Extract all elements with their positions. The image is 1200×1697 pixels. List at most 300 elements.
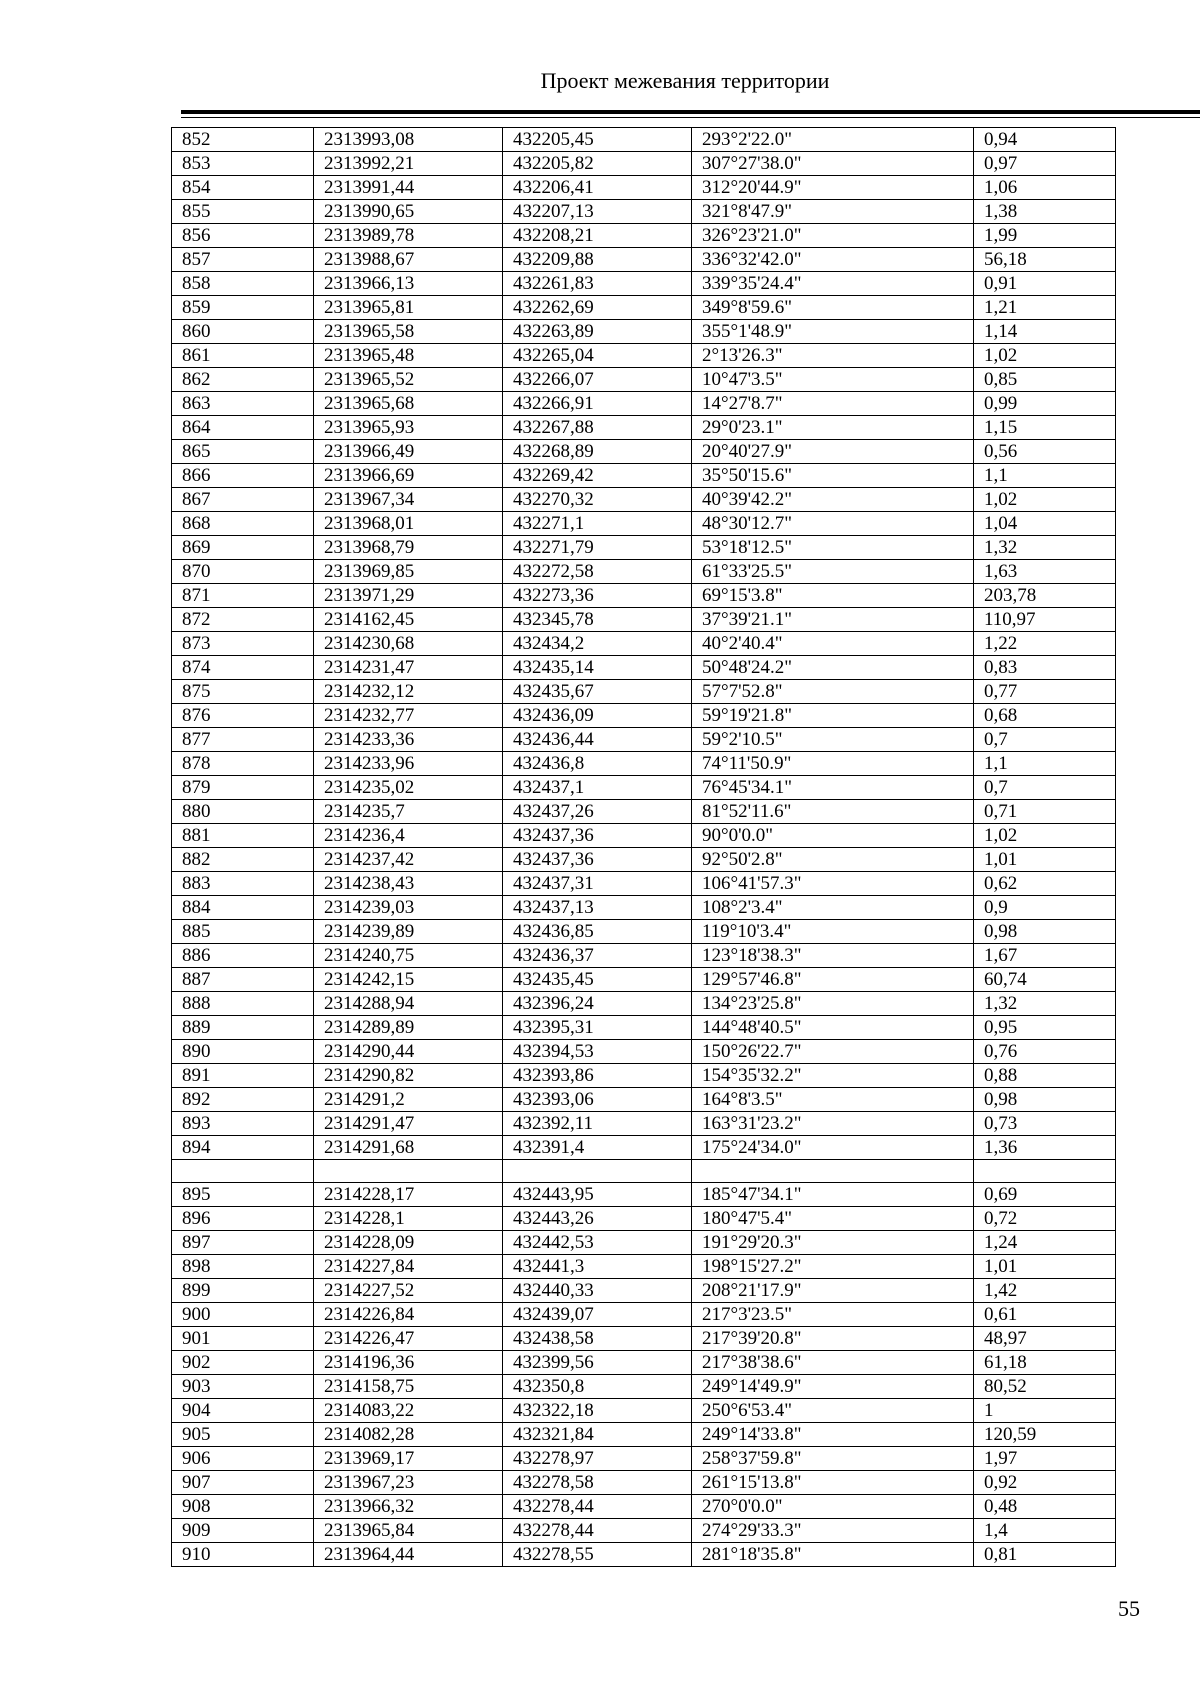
- bearing-angle-cell: 191°29'20.3": [692, 1231, 974, 1255]
- point-number-cell: 886: [172, 944, 314, 968]
- x-coordinate-cell: 2313969,85: [314, 560, 503, 584]
- table-row: [172, 1303, 1116, 1327]
- distance-cell: 1,36: [974, 1136, 1116, 1160]
- x-coordinate-cell: 2313965,48: [314, 344, 503, 368]
- distance-cell: 1,99: [974, 224, 1116, 248]
- table-row: [172, 1327, 1116, 1351]
- y-coordinate-cell: 432437,36: [503, 824, 692, 848]
- x-coordinate-cell: 2314290,44: [314, 1040, 503, 1064]
- table-row: [172, 1064, 1116, 1088]
- distance-cell: 1,01: [974, 1255, 1116, 1279]
- distance-cell: 203,78: [974, 584, 1116, 608]
- x-coordinate-cell: 2313988,67: [314, 248, 503, 272]
- distance-cell: 0,83: [974, 656, 1116, 680]
- table-row: [172, 704, 1116, 728]
- y-coordinate-cell: 432436,44: [503, 728, 692, 752]
- table-row: [172, 992, 1116, 1016]
- bearing-angle-cell: 40°39'42.2": [692, 488, 974, 512]
- point-number-cell: 900: [172, 1303, 314, 1327]
- point-number-cell: 888: [172, 992, 314, 1016]
- distance-cell: 120,59: [974, 1423, 1116, 1447]
- point-number-cell: 854: [172, 176, 314, 200]
- distance-cell: 0,69: [974, 1183, 1116, 1207]
- distance-cell: 1,38: [974, 200, 1116, 224]
- point-number-cell: 866: [172, 464, 314, 488]
- point-number-cell: 907: [172, 1471, 314, 1495]
- distance-cell: 1,1: [974, 752, 1116, 776]
- point-number-cell: 903: [172, 1375, 314, 1399]
- table-row: [172, 1207, 1116, 1231]
- bearing-angle-cell: 307°27'38.0": [692, 152, 974, 176]
- bearing-angle-cell: 198°15'27.2": [692, 1255, 974, 1279]
- x-coordinate-cell: 2313966,13: [314, 272, 503, 296]
- header-rule-thick: [181, 110, 1200, 114]
- distance-cell: 0,61: [974, 1303, 1116, 1327]
- table-row: [172, 608, 1116, 632]
- y-coordinate-cell: 432261,83: [503, 272, 692, 296]
- bearing-angle-cell: 61°33'25.5": [692, 560, 974, 584]
- point-number-cell: 892: [172, 1088, 314, 1112]
- table-row: [172, 800, 1116, 824]
- x-coordinate-cell: 2313965,52: [314, 368, 503, 392]
- x-coordinate-cell: 2314227,84: [314, 1255, 503, 1279]
- bearing-angle-cell: 270°0'0.0": [692, 1495, 974, 1519]
- table-row: [172, 536, 1116, 560]
- distance-cell: 1,14: [974, 320, 1116, 344]
- distance-cell: 1: [974, 1399, 1116, 1423]
- y-coordinate-cell: 432278,58: [503, 1471, 692, 1495]
- table-row: [172, 728, 1116, 752]
- distance-cell: 1,02: [974, 824, 1116, 848]
- point-number-cell: 902: [172, 1351, 314, 1375]
- bearing-angle-cell: 37°39'21.1": [692, 608, 974, 632]
- table-row: [172, 1160, 1116, 1183]
- point-number-cell: 881: [172, 824, 314, 848]
- distance-cell: 1,15: [974, 416, 1116, 440]
- y-coordinate-cell: 432399,56: [503, 1351, 692, 1375]
- table-row: [172, 440, 1116, 464]
- distance-cell: 0,77: [974, 680, 1116, 704]
- x-coordinate-cell: 2313967,23: [314, 1471, 503, 1495]
- bearing-angle-cell: 274°29'33.3": [692, 1519, 974, 1543]
- point-number-cell: 855: [172, 200, 314, 224]
- y-coordinate-cell: 432322,18: [503, 1399, 692, 1423]
- y-coordinate-cell: 432266,07: [503, 368, 692, 392]
- y-coordinate-cell: 432278,44: [503, 1495, 692, 1519]
- distance-cell: 0,94: [974, 128, 1116, 152]
- point-number-cell: 889: [172, 1016, 314, 1040]
- distance-cell: 48,97: [974, 1327, 1116, 1351]
- y-coordinate-cell: 432441,3: [503, 1255, 692, 1279]
- x-coordinate-cell: 2314240,75: [314, 944, 503, 968]
- x-coordinate-cell: [314, 1160, 503, 1183]
- table-row: [172, 464, 1116, 488]
- y-coordinate-cell: 432443,26: [503, 1207, 692, 1231]
- distance-cell: 110,97: [974, 608, 1116, 632]
- x-coordinate-cell: 2313993,08: [314, 128, 503, 152]
- table-row: [172, 368, 1116, 392]
- distance-cell: 1,01: [974, 848, 1116, 872]
- table-row: [172, 944, 1116, 968]
- table-row: [172, 1112, 1116, 1136]
- distance-cell: 0,85: [974, 368, 1116, 392]
- table-row: [172, 824, 1116, 848]
- bearing-angle-cell: 76°45'34.1": [692, 776, 974, 800]
- bearing-angle-cell: 154°35'32.2": [692, 1064, 974, 1088]
- table-row: [172, 200, 1116, 224]
- point-number-cell: 864: [172, 416, 314, 440]
- point-number-cell: 853: [172, 152, 314, 176]
- coordinates-table: [171, 127, 1116, 1567]
- bearing-angle-cell: 258°37'59.8": [692, 1447, 974, 1471]
- table-row: [172, 416, 1116, 440]
- y-coordinate-cell: 432395,31: [503, 1016, 692, 1040]
- y-coordinate-cell: 432271,79: [503, 536, 692, 560]
- y-coordinate-cell: 432267,88: [503, 416, 692, 440]
- x-coordinate-cell: 2314226,84: [314, 1303, 503, 1327]
- y-coordinate-cell: 432205,45: [503, 128, 692, 152]
- point-number-cell: 857: [172, 248, 314, 272]
- point-number-cell: 894: [172, 1136, 314, 1160]
- point-number-cell: 883: [172, 872, 314, 896]
- distance-cell: 1,32: [974, 992, 1116, 1016]
- y-coordinate-cell: [503, 1160, 692, 1183]
- point-number-cell: 880: [172, 800, 314, 824]
- x-coordinate-cell: 2313966,69: [314, 464, 503, 488]
- distance-cell: 0,98: [974, 920, 1116, 944]
- bearing-angle-cell: 312°20'44.9": [692, 176, 974, 200]
- header-rule-thin: [181, 117, 1200, 118]
- bearing-angle-cell: 185°47'34.1": [692, 1183, 974, 1207]
- y-coordinate-cell: 432436,37: [503, 944, 692, 968]
- bearing-angle-cell: 249°14'49.9": [692, 1375, 974, 1399]
- bearing-angle-cell: 119°10'3.4": [692, 920, 974, 944]
- page-number: 55: [1118, 1596, 1140, 1621]
- x-coordinate-cell: 2313964,44: [314, 1543, 503, 1567]
- distance-cell: 0,88: [974, 1064, 1116, 1088]
- point-number-cell: 878: [172, 752, 314, 776]
- y-coordinate-cell: 432209,88: [503, 248, 692, 272]
- x-coordinate-cell: 2314228,1: [314, 1207, 503, 1231]
- distance-cell: 1,63: [974, 560, 1116, 584]
- x-coordinate-cell: 2314291,68: [314, 1136, 503, 1160]
- point-number-cell: 863: [172, 392, 314, 416]
- table-row: [172, 920, 1116, 944]
- x-coordinate-cell: 2314232,77: [314, 704, 503, 728]
- x-coordinate-cell: 2314291,47: [314, 1112, 503, 1136]
- point-number-cell: 856: [172, 224, 314, 248]
- bearing-angle-cell: 217°39'20.8": [692, 1327, 974, 1351]
- point-number-cell: 852: [172, 128, 314, 152]
- y-coordinate-cell: 432437,13: [503, 896, 692, 920]
- bearing-angle-cell: 14°27'8.7": [692, 392, 974, 416]
- distance-cell: 0,68: [974, 704, 1116, 728]
- table-row: [172, 584, 1116, 608]
- x-coordinate-cell: 2314242,15: [314, 968, 503, 992]
- point-number-cell: 887: [172, 968, 314, 992]
- table-row: [172, 776, 1116, 800]
- bearing-angle-cell: 90°0'0.0": [692, 824, 974, 848]
- x-coordinate-cell: 2314162,45: [314, 608, 503, 632]
- distance-cell: 0,98: [974, 1088, 1116, 1112]
- table-row: [172, 1136, 1116, 1160]
- bearing-angle-cell: 57°7'52.8": [692, 680, 974, 704]
- distance-cell: 1,1: [974, 464, 1116, 488]
- point-number-cell: 906: [172, 1447, 314, 1471]
- table-row: [172, 488, 1116, 512]
- point-number-cell: 884: [172, 896, 314, 920]
- y-coordinate-cell: 432269,42: [503, 464, 692, 488]
- point-number-cell: 904: [172, 1399, 314, 1423]
- bearing-angle-cell: 249°14'33.8": [692, 1423, 974, 1447]
- bearing-angle-cell: 20°40'27.9": [692, 440, 974, 464]
- table-row: [172, 1016, 1116, 1040]
- x-coordinate-cell: 2314289,89: [314, 1016, 503, 1040]
- bearing-angle-cell: 2°13'26.3": [692, 344, 974, 368]
- x-coordinate-cell: 2313971,29: [314, 584, 503, 608]
- distance-cell: 1,02: [974, 344, 1116, 368]
- point-number-cell: 885: [172, 920, 314, 944]
- bearing-angle-cell: 40°2'40.4": [692, 632, 974, 656]
- table-row: [172, 224, 1116, 248]
- bearing-angle-cell: 29°0'23.1": [692, 416, 974, 440]
- y-coordinate-cell: 432321,84: [503, 1423, 692, 1447]
- y-coordinate-cell: 432268,89: [503, 440, 692, 464]
- y-coordinate-cell: 432350,8: [503, 1375, 692, 1399]
- table-row: [172, 680, 1116, 704]
- point-number-cell: 875: [172, 680, 314, 704]
- distance-cell: 1,21: [974, 296, 1116, 320]
- point-number-cell: 910: [172, 1543, 314, 1567]
- table-row: [172, 512, 1116, 536]
- point-number-cell: 897: [172, 1231, 314, 1255]
- y-coordinate-cell: 432205,82: [503, 152, 692, 176]
- y-coordinate-cell: 432394,53: [503, 1040, 692, 1064]
- table-row: [172, 1375, 1116, 1399]
- table-row: [172, 1088, 1116, 1112]
- y-coordinate-cell: 432270,32: [503, 488, 692, 512]
- table-row: [172, 1543, 1116, 1567]
- bearing-angle-cell: 326°23'21.0": [692, 224, 974, 248]
- bearing-angle-cell: 355°1'48.9": [692, 320, 974, 344]
- distance-cell: 0,7: [974, 728, 1116, 752]
- distance-cell: 61,18: [974, 1351, 1116, 1375]
- bearing-angle-cell: 293°2'22.0": [692, 128, 974, 152]
- point-number-cell: 876: [172, 704, 314, 728]
- point-number-cell: 899: [172, 1279, 314, 1303]
- point-number-cell: 874: [172, 656, 314, 680]
- table-row: [172, 152, 1116, 176]
- x-coordinate-cell: 2314226,47: [314, 1327, 503, 1351]
- x-coordinate-cell: 2314291,2: [314, 1088, 503, 1112]
- bearing-angle-cell: 164°8'3.5": [692, 1088, 974, 1112]
- distance-cell: 0,72: [974, 1207, 1116, 1231]
- distance-cell: 0,9: [974, 896, 1116, 920]
- distance-cell: 1,4: [974, 1519, 1116, 1543]
- table-row: [172, 1471, 1116, 1495]
- x-coordinate-cell: 2313967,34: [314, 488, 503, 512]
- distance-cell: 0,56: [974, 440, 1116, 464]
- x-coordinate-cell: 2313989,78: [314, 224, 503, 248]
- y-coordinate-cell: 432278,44: [503, 1519, 692, 1543]
- point-number-cell: 861: [172, 344, 314, 368]
- bearing-angle-cell: 349°8'59.6": [692, 296, 974, 320]
- y-coordinate-cell: 432208,21: [503, 224, 692, 248]
- table-row: [172, 1231, 1116, 1255]
- point-number-cell: 895: [172, 1183, 314, 1207]
- y-coordinate-cell: 432345,78: [503, 608, 692, 632]
- y-coordinate-cell: 432438,58: [503, 1327, 692, 1351]
- table-row: [172, 248, 1116, 272]
- point-number-cell: 867: [172, 488, 314, 512]
- y-coordinate-cell: 432263,89: [503, 320, 692, 344]
- table-row: [172, 1447, 1116, 1471]
- distance-cell: 1,04: [974, 512, 1116, 536]
- distance-cell: 0,76: [974, 1040, 1116, 1064]
- bearing-angle-cell: 321°8'47.9": [692, 200, 974, 224]
- table-row: [172, 128, 1116, 152]
- bearing-angle-cell: 217°3'23.5": [692, 1303, 974, 1327]
- table-row: [172, 656, 1116, 680]
- coordinates-table-body: [172, 128, 1116, 1567]
- table-row: [172, 968, 1116, 992]
- point-number-cell: 891: [172, 1064, 314, 1088]
- bearing-angle-cell: 180°47'5.4": [692, 1207, 974, 1231]
- y-coordinate-cell: 432393,06: [503, 1088, 692, 1112]
- x-coordinate-cell: 2314232,12: [314, 680, 503, 704]
- bearing-angle-cell: 10°47'3.5": [692, 368, 974, 392]
- x-coordinate-cell: 2314237,42: [314, 848, 503, 872]
- x-coordinate-cell: 2313965,58: [314, 320, 503, 344]
- point-number-cell: 860: [172, 320, 314, 344]
- bearing-angle-cell: 108°2'3.4": [692, 896, 974, 920]
- y-coordinate-cell: 432391,4: [503, 1136, 692, 1160]
- table-row: [172, 1040, 1116, 1064]
- y-coordinate-cell: 432437,1: [503, 776, 692, 800]
- bearing-angle-cell: 50°48'24.2": [692, 656, 974, 680]
- distance-cell: 80,52: [974, 1375, 1116, 1399]
- y-coordinate-cell: 432266,91: [503, 392, 692, 416]
- bearing-angle-cell: 339°35'24.4": [692, 272, 974, 296]
- distance-cell: 1,67: [974, 944, 1116, 968]
- y-coordinate-cell: 432435,14: [503, 656, 692, 680]
- y-coordinate-cell: 432396,24: [503, 992, 692, 1016]
- bearing-angle-cell: 163°31'23.2": [692, 1112, 974, 1136]
- bearing-angle-cell: 281°18'35.8": [692, 1543, 974, 1567]
- distance-cell: 0,71: [974, 800, 1116, 824]
- distance-cell: 1,02: [974, 488, 1116, 512]
- point-number-cell: 877: [172, 728, 314, 752]
- distance-cell: 0,95: [974, 1016, 1116, 1040]
- distance-cell: 0,48: [974, 1495, 1116, 1519]
- table-row: [172, 1519, 1116, 1543]
- distance-cell: 1,06: [974, 176, 1116, 200]
- point-number-cell: 869: [172, 536, 314, 560]
- x-coordinate-cell: 2314235,02: [314, 776, 503, 800]
- y-coordinate-cell: 432437,26: [503, 800, 692, 824]
- y-coordinate-cell: 432207,13: [503, 200, 692, 224]
- point-number-cell: 859: [172, 296, 314, 320]
- distance-cell: [974, 1160, 1116, 1183]
- distance-cell: 0,73: [974, 1112, 1116, 1136]
- x-coordinate-cell: 2313991,44: [314, 176, 503, 200]
- x-coordinate-cell: 2314196,36: [314, 1351, 503, 1375]
- table-row: [172, 848, 1116, 872]
- y-coordinate-cell: 432434,2: [503, 632, 692, 656]
- bearing-angle-cell: 134°23'25.8": [692, 992, 974, 1016]
- point-number-cell: 898: [172, 1255, 314, 1279]
- bearing-angle-cell: 59°19'21.8": [692, 704, 974, 728]
- x-coordinate-cell: 2314238,43: [314, 872, 503, 896]
- bearing-angle-cell: 74°11'50.9": [692, 752, 974, 776]
- point-number-cell: 862: [172, 368, 314, 392]
- distance-cell: 1,42: [974, 1279, 1116, 1303]
- x-coordinate-cell: 2313965,68: [314, 392, 503, 416]
- point-number-cell: 858: [172, 272, 314, 296]
- x-coordinate-cell: 2314233,36: [314, 728, 503, 752]
- bearing-angle-cell: 48°30'12.7": [692, 512, 974, 536]
- x-coordinate-cell: 2314239,03: [314, 896, 503, 920]
- x-coordinate-cell: 2314290,82: [314, 1064, 503, 1088]
- x-coordinate-cell: 2313966,32: [314, 1495, 503, 1519]
- table-row: [172, 1279, 1116, 1303]
- table-row: [172, 1255, 1116, 1279]
- x-coordinate-cell: 2314288,94: [314, 992, 503, 1016]
- bearing-angle-cell: 261°15'13.8": [692, 1471, 974, 1495]
- x-coordinate-cell: 2314228,09: [314, 1231, 503, 1255]
- distance-cell: 56,18: [974, 248, 1116, 272]
- x-coordinate-cell: 2313990,65: [314, 200, 503, 224]
- point-number-cell: 908: [172, 1495, 314, 1519]
- y-coordinate-cell: 432439,07: [503, 1303, 692, 1327]
- bearing-angle-cell: 129°57'46.8": [692, 968, 974, 992]
- bearing-angle-cell: 92°50'2.8": [692, 848, 974, 872]
- table-row: [172, 1423, 1116, 1447]
- table-row: [172, 1183, 1116, 1207]
- y-coordinate-cell: 432271,1: [503, 512, 692, 536]
- distance-cell: 1,32: [974, 536, 1116, 560]
- point-number-cell: 890: [172, 1040, 314, 1064]
- x-coordinate-cell: 2313969,17: [314, 1447, 503, 1471]
- bearing-angle-cell: 250°6'53.4": [692, 1399, 974, 1423]
- table-row: [172, 344, 1116, 368]
- y-coordinate-cell: 432436,09: [503, 704, 692, 728]
- x-coordinate-cell: 2314227,52: [314, 1279, 503, 1303]
- bearing-angle-cell: 35°50'15.6": [692, 464, 974, 488]
- x-coordinate-cell: 2313965,93: [314, 416, 503, 440]
- point-number-cell: 893: [172, 1112, 314, 1136]
- y-coordinate-cell: 432435,45: [503, 968, 692, 992]
- table-row: [172, 896, 1116, 920]
- table-row: [172, 296, 1116, 320]
- x-coordinate-cell: 2314235,7: [314, 800, 503, 824]
- bearing-angle-cell: 217°38'38.6": [692, 1351, 974, 1375]
- table-row: [172, 320, 1116, 344]
- bearing-angle-cell: 208°21'17.9": [692, 1279, 974, 1303]
- point-number-cell: [172, 1160, 314, 1183]
- table-row: [172, 872, 1116, 896]
- x-coordinate-cell: 2313968,79: [314, 536, 503, 560]
- y-coordinate-cell: 432273,36: [503, 584, 692, 608]
- bearing-angle-cell: 59°2'10.5": [692, 728, 974, 752]
- distance-cell: 1,97: [974, 1447, 1116, 1471]
- y-coordinate-cell: 432278,97: [503, 1447, 692, 1471]
- bearing-angle-cell: 336°32'42.0": [692, 248, 974, 272]
- table-row: [172, 392, 1116, 416]
- x-coordinate-cell: 2314082,28: [314, 1423, 503, 1447]
- bearing-angle-cell: 144°48'40.5": [692, 1016, 974, 1040]
- y-coordinate-cell: 432265,04: [503, 344, 692, 368]
